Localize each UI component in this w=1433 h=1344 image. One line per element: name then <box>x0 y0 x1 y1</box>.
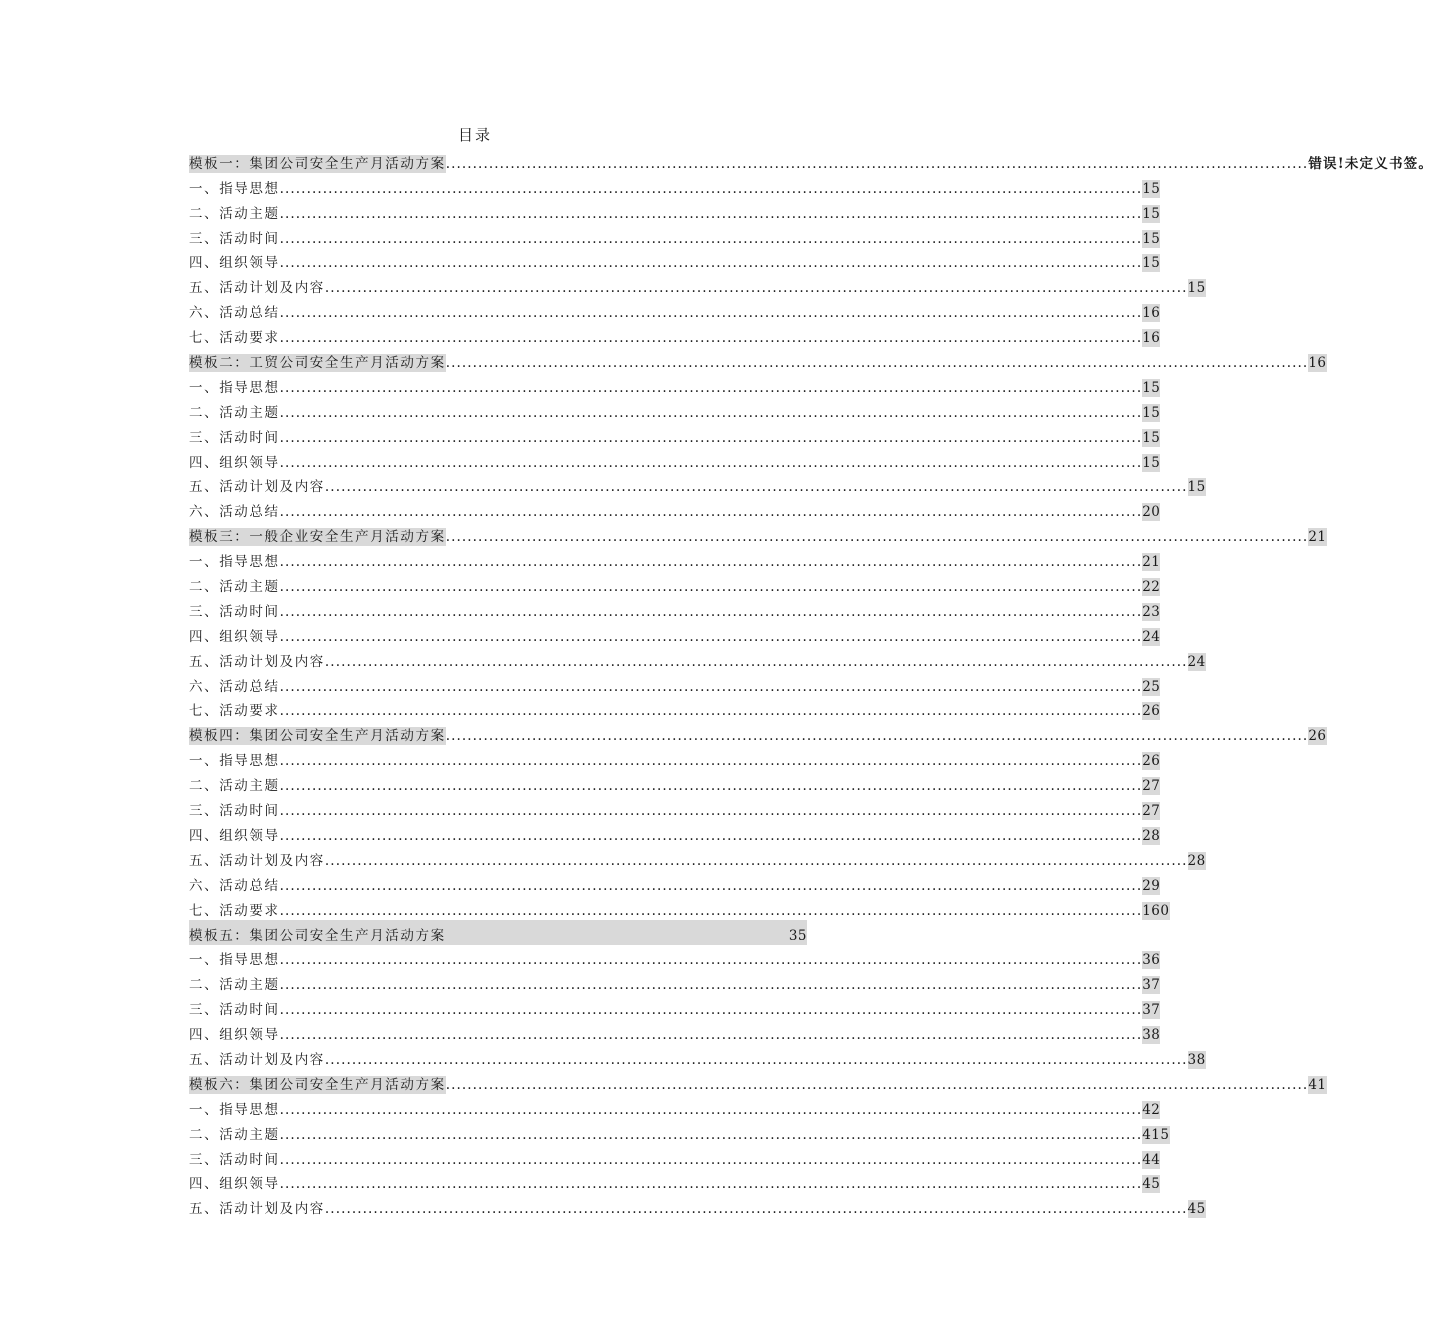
toc-page-number: 15 <box>1187 479 1206 496</box>
toc-entry-text: 五、活动计划及内容 <box>189 280 325 297</box>
toc-page-number: 26 <box>1142 753 1161 770</box>
toc-page-number: 24 <box>1187 653 1206 670</box>
toc-entry-text: 一、指导思想 <box>189 554 280 571</box>
toc-entry-text: 五、活动计划及内容 <box>189 479 325 496</box>
toc-subsection-entry[interactable] <box>189 496 1161 521</box>
toc-leader-dots: ................................................................................................................................................................ <box>279 902 1143 919</box>
toc-leader-dots: ................................................................................................................................................................ <box>445 529 1309 546</box>
toc-leader-dots: ................................................................................................................................................................ <box>324 479 1188 496</box>
toc-leader-dots: ................................................................................................................................................................ <box>445 155 1309 172</box>
toc-entry-text: 三、活动时间 <box>189 603 280 620</box>
toc-subsection-entry[interactable] <box>189 322 1161 347</box>
toc-page-number: 16 <box>1142 305 1161 322</box>
toc-page-number: 24 <box>1142 628 1161 645</box>
toc-subsection-entry[interactable] <box>189 770 1161 795</box>
toc-entry-text: 七、活动要求 <box>189 703 280 720</box>
toc-entry-text: 五、活动计划及内容 <box>189 852 325 869</box>
toc-leader-dots: ................................................................................................................................................................ <box>279 977 1143 994</box>
toc-page-number: 27 <box>1142 778 1161 795</box>
toc-entry-text: 六、活动总结 <box>189 504 280 521</box>
toc-page-number: 15 <box>1187 280 1206 297</box>
toc-page-number: 21 <box>1142 554 1161 571</box>
toc-page-number: 27 <box>1142 803 1161 820</box>
toc-entry-text: 一、指导思想 <box>189 180 280 197</box>
toc-subsection-entry[interactable] <box>189 447 1161 472</box>
toc-subsection-entry[interactable] <box>189 671 1161 696</box>
toc-leader-dots: ................................................................................................................................................................ <box>279 877 1143 894</box>
toc-page-number: 15 <box>1142 230 1161 247</box>
toc-entry-text: 模板五：集团公司安全生产月活动方案 <box>189 927 446 944</box>
toc-leader-dots: ................................................................................................................................................................ <box>279 305 1143 322</box>
toc-subsection-entry[interactable] <box>189 248 1161 273</box>
toc-entry-text: 模板四：集团公司安全生产月活动方案 <box>189 728 446 745</box>
toc-page-number: 16 <box>1308 355 1327 372</box>
toc-subsection-entry[interactable] <box>189 895 1170 920</box>
toc-leader-dots: ................................................................................................................................................................ <box>279 404 1143 421</box>
toc-leader-dots: ................................................................................................................................................................ <box>279 1002 1143 1019</box>
toc-subsection-entry[interactable] <box>189 272 1206 297</box>
toc-leader-dots: ................................................................................................................................................................ <box>279 1151 1143 1168</box>
toc-page-number: 21 <box>1308 529 1327 546</box>
toc-leader-dots: ................................................................................................................................................................ <box>324 280 1188 297</box>
toc-page-number: 45 <box>1187 1201 1206 1218</box>
toc-subsection-entry[interactable] <box>189 1169 1161 1194</box>
toc-leader-dots: ................................................................................................................................................................ <box>279 678 1143 695</box>
toc-entry-text: 六、活动总结 <box>189 877 280 894</box>
toc-leader-dots: ................................................................................................................................................................ <box>279 753 1143 770</box>
toc-entry-text: 四、组织领导 <box>189 628 280 645</box>
toc-entry-text: 三、活动时间 <box>189 230 280 247</box>
toc-leader-dots: ................................................................................................................................................................ <box>279 1126 1143 1143</box>
toc-subsection-entry[interactable] <box>189 223 1161 248</box>
toc-subsection-entry[interactable] <box>189 596 1161 621</box>
toc-entry-text: 一、指导思想 <box>189 753 280 770</box>
toc-section-entry[interactable] <box>189 1069 1327 1094</box>
toc-list <box>189 148 1433 1218</box>
toc-entry-text: 一、指导思想 <box>189 952 280 969</box>
toc-leader-dots: ................................................................................................................................................................ <box>324 1051 1188 1068</box>
toc-entry-text: 五、活动计划及内容 <box>189 1201 325 1218</box>
toc-subsection-entry[interactable] <box>189 795 1161 820</box>
toc-leader-dots: ................................................................................................................................................................ <box>279 379 1143 396</box>
toc-subsection-entry[interactable] <box>189 1193 1206 1218</box>
toc-subsection-entry[interactable] <box>189 397 1161 422</box>
toc-subsection-entry[interactable] <box>189 845 1206 870</box>
toc-leader-dots: ................................................................................................................................................................ <box>279 180 1143 197</box>
toc-entry-text: 二、活动主题 <box>189 404 280 421</box>
toc-page-number: 29 <box>1142 877 1161 894</box>
toc-subsection-entry[interactable] <box>189 1044 1206 1069</box>
toc-leader-dots: ................................................................................................................................................................ <box>279 429 1143 446</box>
toc-subsection-entry[interactable] <box>189 646 1206 671</box>
toc-leader-dots: ................................................................................................................................................................ <box>279 628 1143 645</box>
toc-leader-dots: ................................................................................................................................................................ <box>279 230 1143 247</box>
toc-section-entry[interactable] <box>189 920 807 945</box>
toc-page-number: 15 <box>1142 454 1161 471</box>
toc-page-number: 44 <box>1142 1151 1161 1168</box>
toc-page-number: 38 <box>1142 1027 1161 1044</box>
toc-leader-dots: ................................................................................................................................................................ <box>445 355 1309 372</box>
toc-leader-dots: ................................................................................................................................................................ <box>279 603 1143 620</box>
toc-entry-text: 七、活动要求 <box>189 902 280 919</box>
toc-subsection-entry[interactable] <box>189 173 1161 198</box>
toc-entry-text: 五、活动计划及内容 <box>189 1051 325 1068</box>
toc-leader-dots: ................................................................................................................................................................ <box>279 1101 1143 1118</box>
toc-subsection-entry[interactable] <box>189 696 1161 721</box>
toc-leader-dots: ................................................................................................................................................................ <box>445 1076 1309 1093</box>
toc-subsection-entry[interactable] <box>189 994 1161 1019</box>
toc-leader-dots: ................................................................................................................................................................ <box>445 728 1309 745</box>
toc-page-number: 45 <box>1142 1176 1161 1193</box>
toc-leader-dots: ................................................................................................................................................................ <box>279 579 1143 596</box>
toc-page-number: 23 <box>1142 603 1161 620</box>
toc-page-number: 16 <box>1142 330 1161 347</box>
toc-entry-text: 三、活动时间 <box>189 429 280 446</box>
toc-section-entry[interactable] <box>189 720 1327 745</box>
toc-leader-dots: ................................................................................................................................................................ <box>279 255 1143 272</box>
toc-subsection-entry[interactable] <box>189 1019 1161 1044</box>
toc-entry-text: 二、活动主题 <box>189 778 280 795</box>
toc-entry-text: 五、活动计划及内容 <box>189 653 325 670</box>
toc-subsection-entry[interactable] <box>189 1144 1161 1169</box>
toc-page-number: 26 <box>1142 703 1161 720</box>
toc-entry-text: 四、组织领导 <box>189 1027 280 1044</box>
toc-leader-dots: ................................................................................................................................................................ <box>279 803 1143 820</box>
toc-subsection-entry[interactable] <box>189 820 1161 845</box>
toc-entry-text: 二、活动主题 <box>189 205 280 222</box>
toc-page-number: 38 <box>1187 1051 1206 1068</box>
toc-entry-text: 二、活动主题 <box>189 1126 280 1143</box>
toc-leader-dots: ................................................................................................................................................................ <box>324 1201 1188 1218</box>
toc-page-number: 15 <box>1142 379 1161 396</box>
toc-entry-text: 一、指导思想 <box>189 1101 280 1118</box>
toc-leader-dots: ................................................................................................................................................................ <box>279 703 1143 720</box>
toc-entry-text: 四、组织领导 <box>189 1176 280 1193</box>
toc-error-text: 错误!未定义书签。 <box>1308 155 1433 172</box>
toc-page-number: 15 <box>1142 404 1161 421</box>
toc-page-number: 20 <box>1142 504 1161 521</box>
toc-entry-text: 三、活动时间 <box>189 1151 280 1168</box>
toc-entry-text: 二、活动主题 <box>189 977 280 994</box>
toc-leader-dots: ................................................................................................................................................................ <box>324 852 1188 869</box>
toc-leader-dots: ................................................................................................................................................................ <box>279 330 1143 347</box>
toc-page-number: 26 <box>1308 728 1327 745</box>
toc-entry-text: 二、活动主题 <box>189 579 280 596</box>
toc-leader-dots: ................................................................................................................................................................ <box>279 1027 1143 1044</box>
toc-leader-dots: ................................................................................................................................................................ <box>279 827 1143 844</box>
toc-subsection-entry[interactable] <box>189 472 1206 497</box>
toc-page-number: 15 <box>1142 429 1161 446</box>
toc-page-number: 41 <box>1308 1076 1327 1093</box>
toc-section-entry[interactable] <box>189 148 1433 173</box>
toc-entry-text: 四、组织领导 <box>189 255 280 272</box>
toc-entry-text: 六、活动总结 <box>189 678 280 695</box>
toc-subsection-entry[interactable] <box>189 969 1161 994</box>
toc-page-number: 25 <box>1142 678 1161 695</box>
toc-leader-dots: ................................................................................................................................................................ <box>279 778 1143 795</box>
toc-section-entry[interactable] <box>189 521 1327 546</box>
toc-entry-text: 模板三：一般企业安全生产月活动方案 <box>189 529 446 546</box>
toc-leader-dots: ................................................................................................................................................................ <box>279 205 1143 222</box>
toc-page-number: 36 <box>1142 952 1161 969</box>
toc-page-number: 415 <box>1142 1126 1170 1143</box>
toc-leader-dots: ................................................................................................................................................................ <box>279 952 1143 969</box>
toc-subsection-entry[interactable] <box>189 297 1161 322</box>
toc-leader-dots: ................................................................................................................................................................ <box>324 653 1188 670</box>
toc-subsection-entry[interactable] <box>189 745 1161 770</box>
toc-entry-text: 三、活动时间 <box>189 1002 280 1019</box>
toc-page-number: 160 <box>1142 902 1170 919</box>
toc-entry-text: 模板二：工贸公司安全生产月活动方案 <box>189 355 446 372</box>
toc-leader-dots: ................................................................................................................................................................ <box>279 504 1143 521</box>
toc-subsection-entry[interactable] <box>189 945 1161 970</box>
toc-page-number: 28 <box>1187 852 1206 869</box>
toc-entry-text: 七、活动要求 <box>189 330 280 347</box>
toc-page-number: 37 <box>1142 977 1161 994</box>
toc-entry-text: 模板一：集团公司安全生产月活动方案 <box>189 155 446 172</box>
toc-entry-text: 六、活动总结 <box>189 305 280 322</box>
toc-subsection-entry[interactable] <box>189 198 1161 223</box>
toc-page-number: 15 <box>1142 205 1161 222</box>
toc-leader-dots: ................................................................................................................................................................ <box>279 1176 1143 1193</box>
toc-page-number: 28 <box>1142 827 1161 844</box>
toc-subsection-entry[interactable] <box>189 1119 1170 1144</box>
toc-section-entry[interactable] <box>189 347 1327 372</box>
toc-subsection-entry[interactable] <box>189 422 1161 447</box>
page-title: 目录 <box>457 126 492 144</box>
toc-entry-text: 一、指导思想 <box>189 379 280 396</box>
toc-page-number: 37 <box>1142 1002 1161 1019</box>
toc-page-number: 35 <box>788 927 807 944</box>
toc-subsection-entry[interactable] <box>189 1094 1161 1119</box>
toc-page-number: 22 <box>1142 579 1161 596</box>
toc-page-number: 15 <box>1142 255 1161 272</box>
toc-leader-dots: ................................................................................................................................................................ <box>279 454 1143 471</box>
toc-subsection-entry[interactable] <box>189 571 1161 596</box>
toc-leader-dots: ................................................................................................................................................................ <box>279 554 1143 571</box>
toc-subsection-entry[interactable] <box>189 621 1161 646</box>
toc-entry-text: 四、组织领导 <box>189 454 280 471</box>
toc-entry-text: 四、组织领导 <box>189 827 280 844</box>
toc-subsection-entry[interactable] <box>189 546 1161 571</box>
toc-entry-text: 三、活动时间 <box>189 803 280 820</box>
toc-page-number: 42 <box>1142 1101 1161 1118</box>
toc-subsection-entry[interactable] <box>189 372 1161 397</box>
toc-subsection-entry[interactable] <box>189 870 1161 895</box>
toc-entry-text: 模板六：集团公司安全生产月活动方案 <box>189 1076 446 1093</box>
toc-page-number: 15 <box>1142 180 1161 197</box>
